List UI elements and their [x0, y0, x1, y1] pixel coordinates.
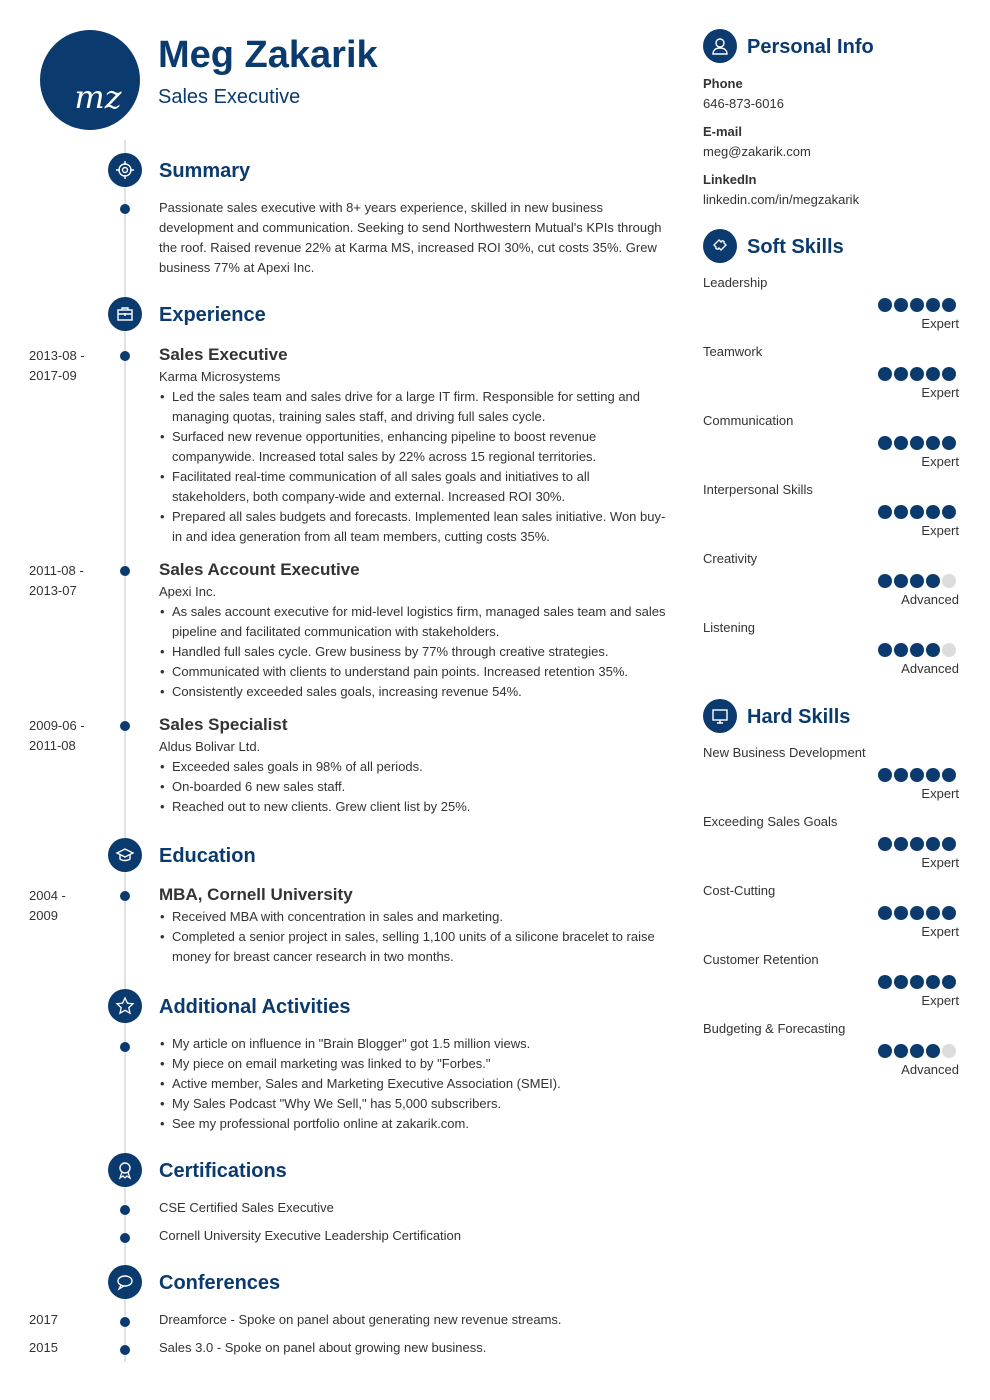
rating-dot-empty [942, 643, 956, 657]
rating-dot-filled [926, 298, 940, 312]
certifications-heading: Certifications [159, 1160, 287, 1182]
entry-title: Sales Specialist [159, 715, 288, 734]
info-label: LinkedIn [703, 172, 757, 187]
date-end: 2017-09 [29, 368, 77, 383]
rating-dot-filled [910, 906, 924, 920]
conference-item: Sales 3.0 - Spoke on panel about growing new business. [159, 1340, 487, 1355]
company-name: Karma Microsystems [159, 369, 281, 384]
rating-dot-filled [894, 1044, 908, 1058]
skill-rating [878, 436, 956, 450]
rating-dot-filled [878, 574, 892, 588]
rating-dot-filled [942, 768, 956, 782]
rating-dot-filled [878, 768, 892, 782]
skill-name: Teamwork [703, 344, 763, 359]
skill-rating [878, 837, 956, 851]
rating-dot-filled [926, 367, 940, 381]
date-start: 2004 - [29, 888, 66, 903]
avatar-initials: mz [74, 78, 122, 116]
info-label: Phone [703, 76, 743, 91]
skill-level: Expert [921, 454, 959, 469]
candidate-name: Meg Zakarik [158, 34, 378, 76]
rating-dot-filled [910, 1044, 924, 1058]
skill-rating [878, 906, 956, 920]
skill-level: Expert [921, 993, 959, 1008]
skill-level: Expert [921, 924, 959, 939]
soft-skills-icon-badge [703, 229, 737, 263]
rating-dot-filled [878, 837, 892, 851]
company-name: Apexi Inc. [159, 584, 217, 599]
rating-dot-filled [894, 574, 908, 588]
rating-dot-filled [894, 975, 908, 989]
bullet-item: • On-boarded 6 new sales staff. [159, 777, 669, 797]
skill-level: Expert [921, 855, 959, 870]
entry-date [29, 561, 84, 601]
bullet-item: • Active member, Sales and Marketing Executive Association (SMEI). [159, 1074, 669, 1094]
rating-dot-filled [942, 906, 956, 920]
timeline-dot [120, 1205, 130, 1215]
bullet-list [159, 1034, 669, 1134]
timeline-dot [120, 204, 130, 214]
education-entry [159, 884, 669, 967]
bullet-item: • Consistently exceeded sales goals, increasing revenue 54%. [159, 682, 669, 702]
rating-dot-filled [926, 505, 940, 519]
rating-dot-filled [878, 906, 892, 920]
rating-dot-filled [878, 1044, 892, 1058]
rating-dot-filled [926, 643, 940, 657]
rating-dot-filled [894, 768, 908, 782]
hard-skills-heading: Hard Skills [747, 706, 851, 728]
bullet-item: • Reached out to new clients. Grew client list by 25%. [159, 797, 669, 817]
skill-rating [878, 505, 956, 519]
job-entry [159, 714, 669, 817]
skill-name: New Business Development [703, 745, 866, 760]
conference-item: Dreamforce - Spoke on panel about generating new revenue streams. [159, 1312, 562, 1327]
hard-skills-icon-badge [703, 699, 737, 733]
activities-list [159, 1034, 669, 1134]
puzzle-icon [710, 236, 730, 256]
speech-bubble-icon [115, 1272, 135, 1292]
bullet-item: • My article on influence in "Brain Blogger" got 1.5 million views. [159, 1034, 669, 1054]
date-start: 2013-08 - [29, 348, 85, 363]
rating-dot-filled [894, 367, 908, 381]
date-start: 2009-06 - [29, 718, 85, 733]
activities-icon-badge [108, 989, 142, 1023]
skill-name: Interpersonal Skills [703, 482, 813, 497]
bullet-item: • Led the sales team and sales drive for a large IT firm. Responsible for setting and managing quotas, training sales staff, and driving full sales cycle. [159, 387, 669, 427]
rating-dot-filled [926, 1044, 940, 1058]
date-end: 2013-07 [29, 583, 77, 598]
timeline-dot [120, 566, 130, 576]
activities-heading: Additional Activities [159, 996, 351, 1018]
info-value: linkedin.com/in/megzakarik [703, 192, 860, 207]
rating-dot-filled [894, 837, 908, 851]
ribbon-award-icon [115, 1160, 135, 1180]
certifications-icon-badge [108, 1153, 142, 1187]
timeline-dot [120, 1345, 130, 1355]
rating-dot-filled [894, 298, 908, 312]
soft-skills-heading: Soft Skills [747, 236, 844, 258]
rating-dot-filled [926, 436, 940, 450]
skill-level: Expert [921, 316, 959, 331]
timeline-dot [120, 1317, 130, 1327]
job-entry [159, 344, 669, 547]
rating-dot-filled [878, 298, 892, 312]
entry-date [29, 886, 66, 926]
rating-dot-filled [926, 768, 940, 782]
rating-dot-filled [942, 436, 956, 450]
avatar [40, 30, 140, 130]
date-end: 2011-08 [29, 738, 76, 753]
rating-dot-filled [894, 436, 908, 450]
rating-dot-filled [926, 837, 940, 851]
company-name: Aldus Bolivar Ltd. [159, 739, 261, 754]
info-value: meg@zakarik.com [703, 144, 811, 159]
timeline-dot [120, 721, 130, 731]
timeline-dot [120, 351, 130, 361]
skill-name: Listening [703, 620, 756, 635]
bullet-item: • As sales account executive for mid-level logistics firm, managed sales team and sales pipeline and facilitated communication with stakeholders. [159, 602, 669, 642]
job-entry [159, 559, 669, 702]
bullet-item: • My Sales Podcast "Why We Sell," has 5,000 subscribers. [159, 1094, 669, 1114]
user-icon [710, 36, 730, 56]
rating-dot-filled [910, 298, 924, 312]
skill-level: Advanced [901, 661, 959, 676]
bullet-item: • Facilitated real-time communication of all sales goals and initiatives to all stakeholders, both company-wide and external. Increased ROI 30%. [159, 467, 669, 507]
rating-dot-filled [894, 505, 908, 519]
skill-rating [878, 643, 956, 657]
entry-title: Sales Account Executive [159, 560, 360, 579]
skill-name: Exceeding Sales Goals [703, 814, 838, 829]
graduation-cap-icon [115, 845, 135, 865]
experience-icon-badge [108, 297, 142, 331]
entry-date [29, 716, 85, 756]
education-icon-badge [108, 838, 142, 872]
monitor-icon [710, 706, 730, 726]
rating-dot-filled [910, 574, 924, 588]
info-label: E-mail [703, 124, 743, 139]
rating-dot-filled [910, 837, 924, 851]
bullet-item: • Received MBA with concentration in sales and marketing. [159, 907, 669, 927]
rating-dot-empty [942, 1044, 956, 1058]
bullet-list [159, 387, 669, 547]
bullet-item: • Surfaced new revenue opportunities, enhancing pipeline to boost revenue companywide. Increased total sales by 22% across 15 regional territories. [159, 427, 669, 467]
rating-dot-filled [878, 505, 892, 519]
certification-item: Cornell University Executive Leadership Certification [159, 1228, 462, 1243]
info-value: 646-873-6016 [703, 96, 784, 111]
rating-dot-filled [942, 837, 956, 851]
bullet-list [159, 907, 669, 967]
rating-dot-filled [942, 367, 956, 381]
rating-dot-filled [878, 367, 892, 381]
rating-dot-filled [926, 906, 940, 920]
skill-rating [878, 975, 956, 989]
personal-info-icon-badge [703, 29, 737, 63]
summary-text: Passionate sales executive with 8+ years experience, skilled in new business development and communication. Seeking to send Northwestern Mutual's KPIs through the roof. Raised revenue 22% at Karma MS, increased ROI 30%, cut costs 35%. Grew business 77% at Apexi Inc. [159, 200, 662, 275]
personal-info-heading: Personal Info [747, 36, 874, 58]
entry-title: Sales Executive [159, 345, 288, 364]
target-icon [115, 160, 135, 180]
skill-name: Creativity [703, 551, 758, 566]
skill-name: Budgeting & Forecasting [703, 1021, 846, 1036]
rating-dot-filled [878, 975, 892, 989]
rating-dot-empty [942, 574, 956, 588]
rating-dot-filled [910, 768, 924, 782]
rating-dot-filled [942, 975, 956, 989]
bullet-item: • My piece on email marketing was linked to by "Forbes." [159, 1054, 669, 1074]
rating-dot-filled [910, 643, 924, 657]
summary-heading: Summary [159, 160, 251, 182]
bullet-item: • Communicated with clients to understand pain points. Increased retention 35%. [159, 662, 669, 682]
skill-level: Expert [921, 786, 959, 801]
rating-dot-filled [926, 975, 940, 989]
rating-dot-filled [878, 436, 892, 450]
star-icon [115, 996, 135, 1016]
bullet-list [159, 602, 669, 702]
conferences-icon-badge [108, 1265, 142, 1299]
rating-dot-filled [942, 298, 956, 312]
skill-rating [878, 1044, 956, 1058]
education-heading: Education [159, 845, 256, 867]
bullet-item: • See my professional portfolio online at zakarik.com. [159, 1114, 669, 1134]
summary-icon-badge [108, 153, 142, 187]
rating-dot-filled [894, 643, 908, 657]
timeline-dot [120, 1042, 130, 1052]
rating-dot-filled [894, 906, 908, 920]
timeline-dot [120, 1233, 130, 1243]
skill-name: Communication [703, 413, 794, 428]
bullet-item: • Handled full sales cycle. Grew business by 77% through creative strategies. [159, 642, 669, 662]
candidate-title: Sales Executive [158, 86, 301, 108]
skill-level: Advanced [901, 592, 959, 607]
bullet-list [159, 757, 669, 817]
briefcase-icon [115, 304, 135, 324]
skill-name: Cost-Cutting [703, 883, 776, 898]
bullet-item: • Completed a senior project in sales, selling 1,100 units of a silicone bracelet to raise money for breast cancer research in two months. [159, 927, 669, 967]
rating-dot-filled [910, 436, 924, 450]
bullet-item: • Prepared all sales budgets and forecasts. Implemented lean sales initiative. Won buy-in and idea generation from all team members, cutting costs 35%. [159, 507, 669, 547]
skill-rating [878, 574, 956, 588]
date-start: 2011-08 - [29, 563, 84, 578]
entry-date [29, 346, 85, 386]
conference-date: 2017 [29, 1312, 58, 1327]
conferences-heading: Conferences [159, 1272, 281, 1294]
bullet-item: • Exceeded sales goals in 98% of all periods. [159, 757, 669, 777]
rating-dot-filled [926, 574, 940, 588]
entry-title: MBA, Cornell University [159, 885, 353, 904]
skill-name: Leadership [703, 275, 768, 290]
rating-dot-filled [910, 367, 924, 381]
timeline-dot [120, 891, 130, 901]
rating-dot-filled [910, 975, 924, 989]
experience-heading: Experience [159, 304, 266, 326]
skill-level: Advanced [901, 1062, 959, 1077]
skill-level: Expert [921, 385, 959, 400]
skill-rating [878, 367, 956, 381]
rating-dot-filled [878, 643, 892, 657]
rating-dot-filled [910, 505, 924, 519]
conference-date: 2015 [29, 1340, 58, 1355]
skill-rating [878, 768, 956, 782]
skill-name: Customer Retention [703, 952, 819, 967]
date-end: 2009 [29, 908, 58, 923]
rating-dot-filled [942, 505, 956, 519]
skill-level: Expert [921, 523, 959, 538]
certification-item: CSE Certified Sales Executive [159, 1200, 334, 1215]
skill-rating [878, 298, 956, 312]
